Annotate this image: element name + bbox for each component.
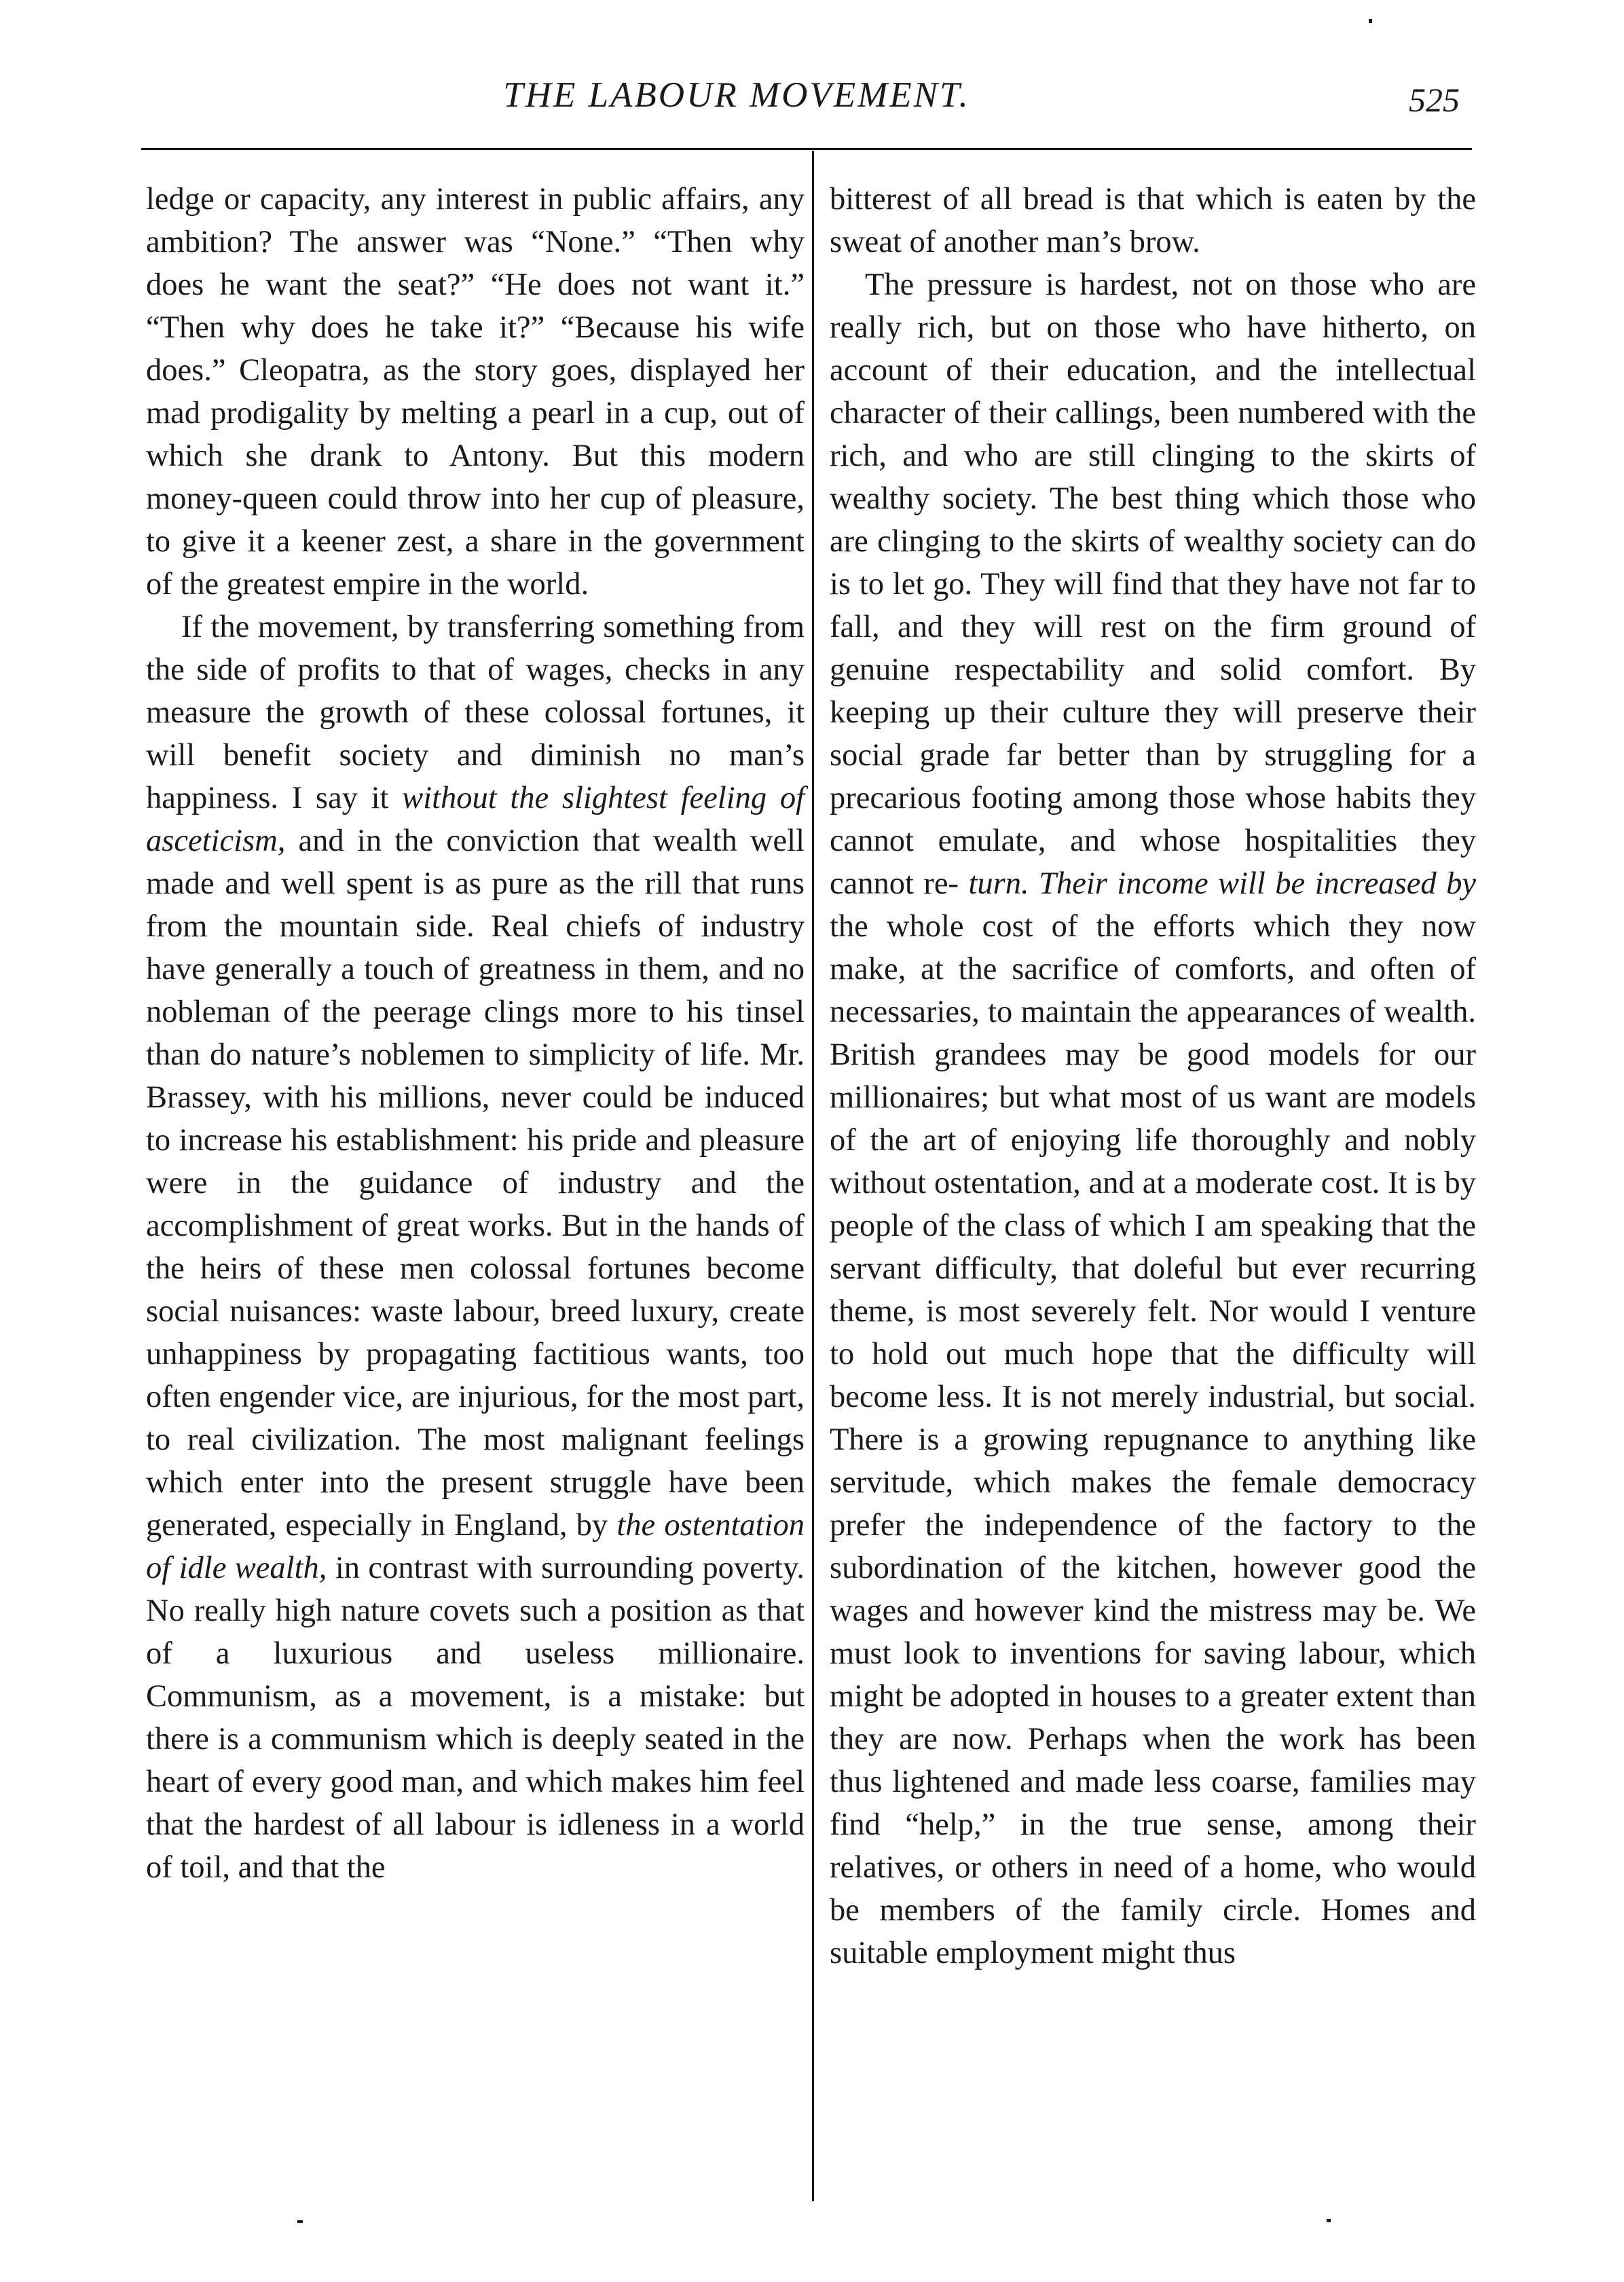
column-divider bbox=[812, 151, 814, 2201]
print-mark-bottom-right bbox=[1327, 2219, 1331, 2222]
right-paragraph-2-part-b: the whole cost of the efforts which they now make, at the sacrifice of comforts, and often of necessaries, to maintain the appearances of wealth. British grandees may be good models for our millionaires; but what most of us want are models of the art of enjoying life thoroughly and nobly without ostentation, and at a moderate cost. It is by people of the class of which I am speaking that the servant difficulty, that doleful but ever recurring theme, is most severely felt. Nor would I venture to hold out much hope that the difficulty will become less. It is not merely industrial, but social. There is a growing repugnance to anything like servitude, which makes the female democracy prefer the independence of the factory to the subordination of the kitchen, however good the wages and however kind the mistress may be. We must look to inventions for saving labour, which might be adopted in houses to a greater extent than they are now. Perhaps when the work has been thus lightened and made less coarse, families may find “help,” in the true sense, among their relatives, or others in need of a home, who would be members of the family circle. Homes and suitable employment might thus bbox=[830, 909, 1476, 1970]
right-paragraph-2-part-a: The pressure is hardest, not on those who are really rich, but on those who have hitherto, on account of their education, and the intellectual character of their callings, been numbered with the rich, and who are still clinging to the skirts of wealthy society. The best thing which those who are clinging to the skirts of wealthy society can do is to let go. They will find that they have not far to fall, and they will rest on the firm ground of genuine respectability and solid comfort. By keeping up their culture they will preserve their social grade far better than by struggling for a precarious footing among those whose habits they cannot emulate, and whose hospitalities they cannot re- bbox=[830, 268, 1476, 901]
left-paragraph-2-italic-2: the ostentation of idle wealth, bbox=[146, 1508, 805, 1585]
print-mark-bottom-left bbox=[297, 2220, 303, 2223]
print-mark-top bbox=[1369, 19, 1372, 23]
running-title: THE LABOUR MOVEMENT. bbox=[503, 75, 970, 115]
left-paragraph-1: ledge or capacity, any interest in public affairs, any ambition? The answer was “None.” “Then why does he want the seat?” “He does not want it.” “Then why does he take it?” “Because his wife does.” Cleopatra, as the story goes, displayed her mad prodigality by melting a pearl in a cup, out of which she drank to Antony. But this modern money-queen could throw into her cup of pleasure, to give it a keener zest, a share in the government of the greatest empire in the world. bbox=[146, 182, 805, 602]
left-paragraph-2-part-b: and in the conviction that wealth well made and well spent is as pure as the rill that runs from the mountain side. Real chiefs of industry have generally a touch of greatness in them, and no nobleman of the peerage clings more to his tinsel than do nature’s noblemen to simplicity of life. Mr. Brassey, with his millions, never could be induced to increase his establishment: his pride and pleasure were in the guidance of industry and the accomplishment of great works. But in the hands of the heirs of these men colossal fortunes become social nuisances: waste labour, breed luxury, create unhappiness by propagating factitious wants, too often engender vice, are injurious, for the most part, to real civilization. The most malignant feelings which enter into the present struggle have been generated, especially in England, by bbox=[146, 824, 805, 1543]
running-head bbox=[136, 75, 1460, 129]
left-column bbox=[146, 178, 805, 1889]
left-paragraph-2-italic: without the slightest feeling of asceticism, bbox=[146, 781, 805, 858]
right-paragraph-1: bitterest of all bread is that which is eaten by the sweat of another man’s brow. bbox=[830, 182, 1476, 259]
right-column bbox=[830, 178, 1476, 1974]
left-paragraph-2-part-c: in contrast with surrounding poverty. No really high nature covets such a position as that of a luxurious and useless millionaire. Communism, as a movement, is a mistake: but there is a communism which is deeply seated in the heart of every good man, and which makes him feel that the hardest of all labour is idleness in a world of toil, and that the bbox=[146, 1551, 805, 1885]
header-rule bbox=[141, 148, 1472, 150]
page-number: 525 bbox=[1409, 81, 1460, 119]
left-paragraph-2 bbox=[146, 606, 805, 1889]
right-paragraph-2-italic: turn. Their income will be increased by bbox=[968, 866, 1477, 901]
right-paragraph-2 bbox=[830, 263, 1476, 1974]
left-paragraph-2-part-a: If the movement, by transferring something from the side of profits to that of wages, checks in any measure the growth of these colossal fortunes, it will benefit society and diminish no man’s happiness. I say it bbox=[146, 610, 805, 815]
